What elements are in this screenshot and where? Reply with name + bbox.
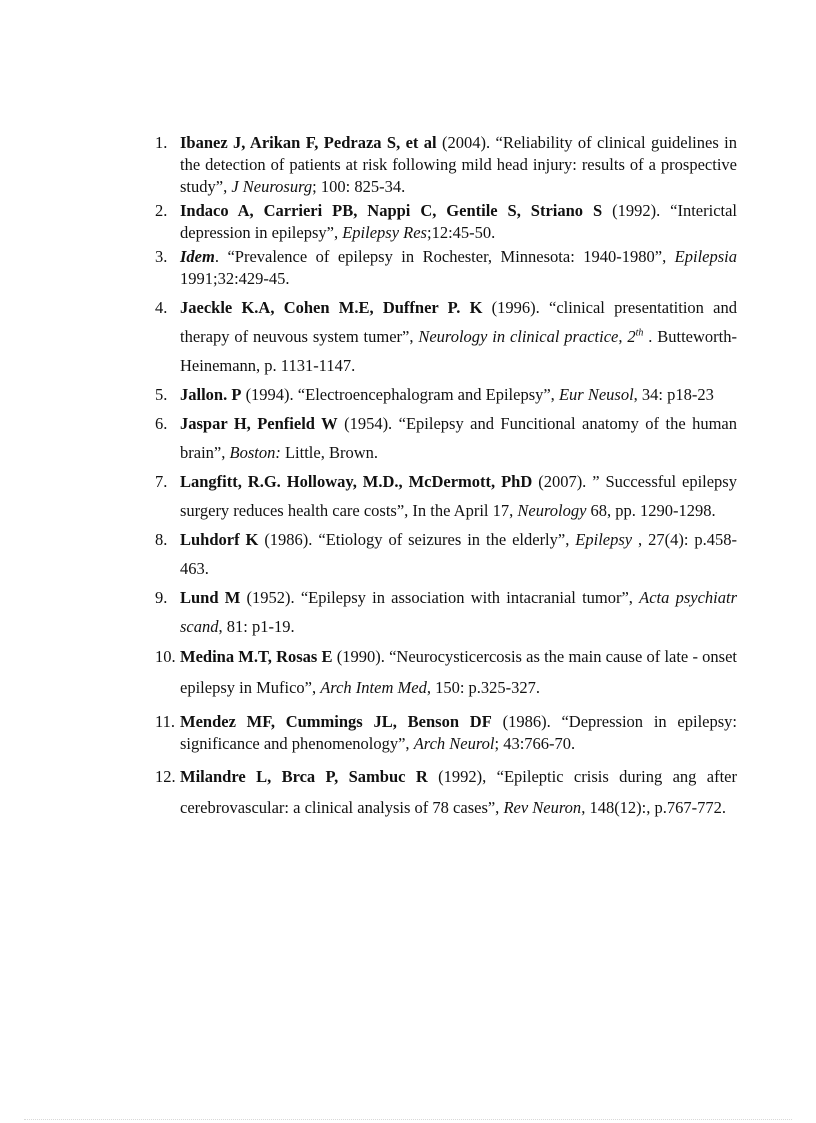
reference-journal: Rev Neuron bbox=[503, 798, 582, 817]
reference-text bbox=[180, 200, 737, 244]
reference-authors: Jallon. P bbox=[180, 385, 242, 404]
reference-details: (2004). “Reliability of clinical guidelines in the detection of patients at risk following mild head injury: results of a prospective study”, bbox=[180, 133, 737, 196]
reference-authors: Langfitt, R.G. Holloway, M.D., McDermott, PhD bbox=[180, 472, 533, 491]
reference-journal: Arch Neurol bbox=[413, 734, 495, 753]
reference-number: 9. bbox=[155, 588, 168, 607]
reference-item bbox=[155, 583, 737, 641]
reference-text bbox=[180, 583, 737, 641]
reference-citation: ; 43:766-70. bbox=[494, 734, 576, 753]
reference-citation: , 34: p18-23 bbox=[633, 385, 714, 404]
reference-item bbox=[155, 246, 737, 290]
reference-item bbox=[155, 641, 737, 703]
reference-citation: , 148(12):, p.767-772. bbox=[581, 798, 727, 817]
reference-number: 1. bbox=[155, 133, 168, 152]
reference-text bbox=[180, 467, 737, 525]
reference-journal: Acta psychiatr scand bbox=[180, 588, 738, 636]
reference-item bbox=[155, 409, 737, 467]
reference-item bbox=[155, 761, 737, 823]
reference-authors: Jaspar H, Penfield W bbox=[180, 414, 338, 433]
reference-number: 6. bbox=[155, 414, 168, 433]
reference-number: 8. bbox=[155, 530, 168, 549]
reference-text bbox=[180, 641, 737, 703]
reference-item bbox=[155, 525, 737, 583]
reference-authors: Mendez MF, Cummings JL, Benson DF bbox=[180, 712, 492, 731]
reference-details: (2007). ” Successful epilepsy surgery reduces health care costs”, In the April 17, bbox=[180, 472, 737, 520]
reference-number: 12. bbox=[155, 767, 176, 786]
reference-details: (1954). “Epilepsy and Funcitional anatomy of the human brain”, bbox=[180, 414, 737, 462]
reference-text bbox=[180, 525, 737, 583]
reference-list bbox=[155, 132, 737, 823]
reference-citation: , 81: p1-19. bbox=[218, 617, 295, 636]
reference-journal: Arch Intem Med bbox=[320, 678, 427, 697]
reference-citation: , 27(4): p.458-463. bbox=[180, 530, 737, 578]
reference-details: (1952). “Epilepsy in association with intacranial tumor”, bbox=[240, 588, 640, 607]
reference-details: (1986). “Depression in epilepsy: significance and phenomenology”, bbox=[180, 712, 738, 753]
reference-citation: 1991;32:429-45. bbox=[180, 269, 290, 288]
reference-citation: , 150: p.325-327. bbox=[426, 678, 541, 697]
reference-authors: Luhdorf K bbox=[180, 530, 259, 549]
reference-journal: Neurology bbox=[517, 501, 587, 520]
reference-details: (1994). “Electroencephalogram and Epilepsy”, bbox=[241, 385, 559, 404]
reference-item bbox=[155, 380, 737, 409]
reference-authors: Indaco A, Carrieri PB, Nappi C, Gentile S, Striano S bbox=[180, 201, 603, 220]
reference-item bbox=[155, 467, 737, 525]
reference-number: 7. bbox=[155, 472, 168, 491]
reference-text bbox=[180, 246, 737, 290]
reference-item bbox=[155, 200, 737, 244]
reference-number: 3. bbox=[155, 247, 168, 266]
reference-details: (1986). “Etiology of seizures in the elderly”, bbox=[258, 530, 576, 549]
reference-details: (1990). “Neurocysticercosis as the main cause of late - onset epilepsy in Mufico”, bbox=[180, 647, 737, 697]
reference-journal: J Neurosurg bbox=[231, 177, 313, 196]
reference-details: . “Prevalence of epilepsy in Rochester, Minnesota: 1940-1980”, bbox=[214, 247, 675, 266]
reference-number: 4. bbox=[155, 298, 168, 317]
reference-journal: Epilepsy Res bbox=[342, 223, 427, 242]
reference-journal: Eur Neusol bbox=[558, 385, 634, 404]
reference-number: 5. bbox=[155, 385, 168, 404]
reference-text bbox=[180, 132, 737, 198]
reference-text bbox=[180, 761, 737, 823]
reference-number: 2. bbox=[155, 201, 168, 220]
reference-number: 10. bbox=[155, 647, 176, 666]
reference-authors: Lund M bbox=[180, 588, 241, 607]
reference-authors: Idem bbox=[180, 247, 215, 266]
reference-details: (1992). “Interictal depression in epilepsy”, bbox=[180, 201, 738, 242]
reference-journal: Epilepsia bbox=[674, 247, 737, 266]
reference-citation: . Butteworth-Heinemann, p. 1131-1147. bbox=[180, 327, 737, 375]
reference-number: 11. bbox=[155, 712, 176, 731]
reference-text bbox=[180, 409, 737, 467]
reference-authors: Milandre L, Brca P, Sambuc R bbox=[180, 767, 428, 786]
reference-text bbox=[180, 380, 737, 409]
reference-journal: Boston: bbox=[229, 443, 281, 462]
reference-item bbox=[155, 132, 737, 198]
reference-authors: Ibanez J, Arikan F, Pedraza S, et al bbox=[180, 133, 437, 152]
page-bottom-divider bbox=[24, 1119, 792, 1120]
reference-item bbox=[155, 711, 737, 755]
reference-journal: Epilepsy bbox=[575, 530, 633, 549]
reference-citation: 68, pp. 1290-1298. bbox=[586, 501, 716, 520]
reference-authors: Medina M.T, Rosas E bbox=[180, 647, 333, 666]
reference-details: (1992), “Epileptic crisis during ang after cerebrovascular: a clinical analysis of 78 cases”, bbox=[180, 767, 738, 817]
reference-text bbox=[180, 293, 737, 380]
reference-citation: ; 100: 825-34. bbox=[312, 177, 406, 196]
reference-item bbox=[155, 293, 737, 380]
reference-citation: Little, Brown. bbox=[280, 443, 378, 462]
reference-text bbox=[180, 711, 737, 755]
reference-details: (1996). “clinical presentatition and therapy of neuvous system tumer”, bbox=[180, 298, 737, 346]
reference-authors: Jaeckle K.A, Cohen M.E, Duffner P. K bbox=[180, 298, 483, 317]
reference-citation: ;12:45-50. bbox=[426, 223, 496, 242]
reference-journal: Neurology in clinical practice, 2 bbox=[418, 327, 636, 346]
reference-superscript: th bbox=[635, 327, 644, 339]
